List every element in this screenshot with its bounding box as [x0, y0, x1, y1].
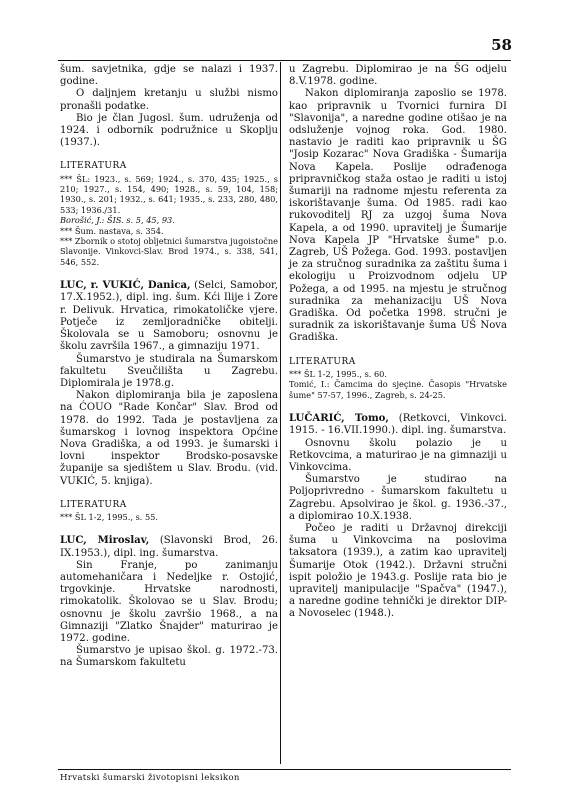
entry-name: LUC, r. VUKIĆ, Danica,: [60, 280, 191, 292]
right-column: [289, 64, 507, 621]
paragraph: Nakon diplomiranja zaposlio se 1978. kao pripravnik u Tvornici furnira DI "Slavonija", a naredne godine otišao je na odsluženje vojnog roka. God. 1980. nastavio je raditi kao pripravnik u ŠG "Josip Kozarac" Nova Gradiška - Šumarija Nova Kapela. Poslije odrađenoga pripravničkog staža ostao je raditi u istoj šumariji na radnome mjestu referenta za iskorištavanje šuma. Od 1985. radi kao rukovoditelj RJ za uzgoj šuma Nova Kapela, a od 1990. upravitelj je Šumarije Nova Kapela JP "Hrvatske šume" p.o. Zagreb, UŠ Požega. God. 1993. postavljen je za stručnog suradnika za zaštitu šuma i ekologiju u Proizvodnom odjelu UP Požega, a od 1995. na mjestu je stručnog suradnika za mehanizaciju UŠ Nova Gradiška. Od početka 1998. stručni je suradnik za iskorištavanje šuma UŠ Nova Gradiška.: [289, 88, 507, 344]
paragraph: Bio je član Jugosl. šum. udruženja od 1924. i odbornik podružnice u Skoplju (1937.).: [60, 112, 278, 149]
paragraph: Osnovnu školu polazio je u Retkovcima, a maturirao je na gimnaziji u Vinkovcima.: [289, 437, 507, 473]
footer-rule: [58, 769, 511, 770]
literature-item: Tomić, I.: Čamcima do sjeçine. Časopis "Hrvatske šume" 57-57, 1996., Zagreb, s. 24-25.: [289, 379, 507, 400]
paragraph: Šumarstvo je studirao na Poljoprivredno - šumarskom fakultetu u Zagrebu. Apsolvirao je škol. g. 1936.-37., a diplomirao 10.X.1938.: [289, 474, 507, 522]
paragraph: O daljnjem kretanju u službi nismo pronašli podatke.: [60, 88, 278, 112]
literature-item: *** Šum. nastava, s. 354.: [60, 225, 164, 236]
continued-text: u Zagrebu. Diplomirao je na ŠG odjelu 8.V.1978. godine.: [289, 64, 507, 88]
literature-item: *** Zbornik o stotoj obljetnici šumarstva jugoistočne Slavonije. Vinkovci-Slav. Brod 1974., s. 338, 541, 546, 552.: [60, 236, 278, 267]
entry-luc-miroslav: [60, 535, 278, 559]
literature-item: Borošić, J.: ŠIS. s. 5, 45, 93.: [60, 215, 175, 226]
page-number: 58: [491, 36, 512, 54]
entry-luc-danica: [60, 280, 278, 353]
literature-item: *** ŠL 1-2, 1995., s. 55.: [60, 511, 158, 522]
continued-text: šum. savjetnika, gdje se nalazi i 1937. godine.: [60, 64, 278, 88]
literature-heading: LITERATURA: [289, 356, 356, 367]
paragraph: Počeo je raditi u Državnoj direkciji šuma u Vinkovcima na poslovima taksatora (1939.), a zatim kao upravitelj Šumarije Otok (1942.). Državni stručni ispit položio je 1943.g. Poslije rata bio je upravitelj manipulacije "Spačva" (1947.), a naredne godine tehnički je direktor DIP-a Novoselec (1948.).: [289, 522, 507, 620]
footer-title: Hrvatski šumarski životopisni leksikon: [60, 773, 240, 783]
literature-item: *** ŠL 1-2, 1995., s. 60.: [289, 368, 387, 379]
entry-intro: (Selci, Samobor, 17.X.1952.), dipl. ing. šum. Kći Ilije i Zore r. Delivuk. Hrvatica, rimokatoličke vjere. Potječe iz zemljoradničke obitelji. Školovala se u Samoboru; osnovnu je školu završila 1967., a gimnaziju 1971.: [60, 280, 278, 353]
left-column: [60, 64, 278, 670]
column-divider: [280, 62, 281, 764]
entry-lucaric-tomo: [289, 413, 507, 437]
header-rule: [58, 60, 511, 61]
literature-item: *** ŠL: 1923., s. 569; 1924., s. 370, 435; 1925., s 210; 1927., s. 154, 490; 1928., s. 59, 104, 158; 1930., s. 201; 1932., s. 641; 1935., s. 233, 280, 480, 533; 1936./31.: [60, 173, 278, 215]
entry-name: LUC, Miroslav,: [60, 535, 150, 547]
entry-intro: (Slavonski Brod, 26. IX.1953.), dipl. ing. šumarstva.: [60, 535, 278, 559]
entry-intro: (Retkovci, Vinkovci. 1915. - 16.VII.1990.). dipl. ing. šumarstva.: [289, 413, 508, 437]
paragraph: Nakon diplomiranja bila je zaposlena na ĆOUO "Rade Končar" Slav. Brod od 1978. do 1992. Tada je postavljena za šumarskog i lovnog inspektora Općine Nova Gradiška, a od 1993. je šumarski i lovni inspektor Brodsko-posavske županije sa sjedištem u Slav. Brodu. (vid. VUKIĆ, 5. knjiga).: [60, 390, 278, 487]
literature-heading: LITERATURA: [60, 499, 127, 510]
paragraph: Sin Franje, po zanimanju automehaničara i Nedeljke r. Ostojić, trgovkinje. Hrvatske narodnosti, rimokatolik. Školovao se u Slav. Brodu; osnovnu je školu završio 1968., a na Gimnaziji "Zlatko Šnajder" maturirao je 1972. godine.: [60, 559, 278, 644]
literature-heading: LITERATURA: [60, 161, 127, 172]
paragraph: Šumarstvo je upisao škol. g. 1972.-73. na Šumarskom fakultetu: [60, 645, 278, 669]
entry-name: LUČARIĆ, Tomo,: [289, 413, 389, 425]
paragraph: Šumarstvo je studirala na Šumarskom fakultetu Sveučilišta u Zagrebu. Diplomirala je 1978.g.: [60, 353, 278, 389]
